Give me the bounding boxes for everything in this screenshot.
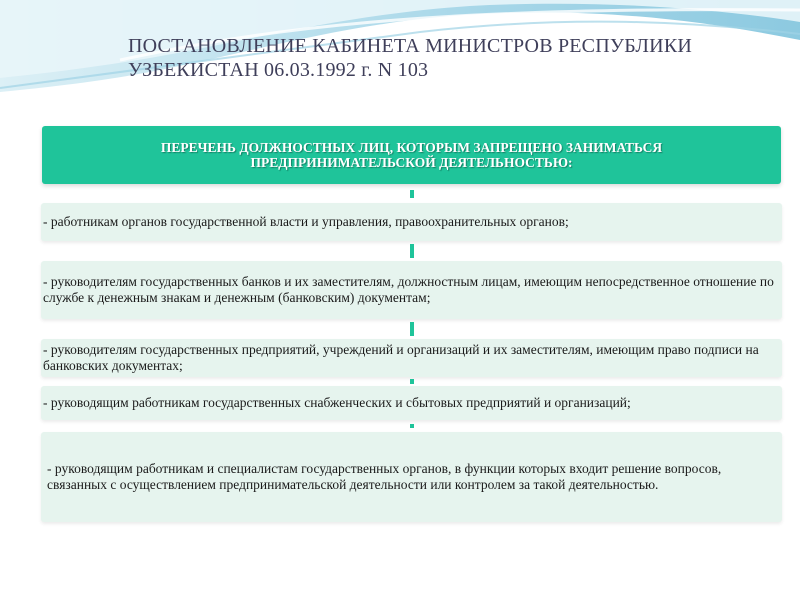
list-item-2: - руководителям государственных банков и их заместителям, должностным лицам, имеющим непосредственное отношение по службе к денежным знакам и денежным (банковским) документам; — [41, 261, 782, 319]
page-title: ПОСТАНОВЛЕНИЕ КАБИНЕТА МИНИСТРОВ РЕСПУБЛИКИ УЗБЕКИСТАН 06.03.1992 г. N 103 — [128, 35, 693, 81]
connector-line — [410, 190, 414, 198]
connector-line — [410, 379, 414, 384]
list-item-5: - руководящим работникам и специалистам государственных органов, в функции которых входит решение вопросов, связанных с осуществлением предпринимательской деятельности или контролем за такой деятельностью. — [41, 432, 782, 522]
connector-line — [410, 424, 414, 428]
connector-line — [410, 244, 414, 258]
connector-line — [410, 322, 414, 336]
list-item-3: - руководителям государственных предприятий, учреждений и организаций и их заместителям, имеющим право подписи на банковских документах; — [41, 339, 782, 377]
list-header — [42, 126, 781, 184]
list-item-1: - работникам органов государственной власти и управления, правоохранительных органов; — [41, 203, 782, 241]
list-header-text: ПЕРЕЧЕНЬ ДОЛЖНОСТНЫХ ЛИЦ, КОТОРЫМ ЗАПРЕЩЕНО ЗАНИМАТЬСЯ ПРЕДПРИНИМАТЕЛЬСКОЙ ДЕЯТЕЛЬНОСТЬЮ: — [160, 140, 663, 170]
list-item-4: - руководящим работникам государственных снабженческих и сбытовых предприятий и организаций; — [41, 386, 782, 420]
